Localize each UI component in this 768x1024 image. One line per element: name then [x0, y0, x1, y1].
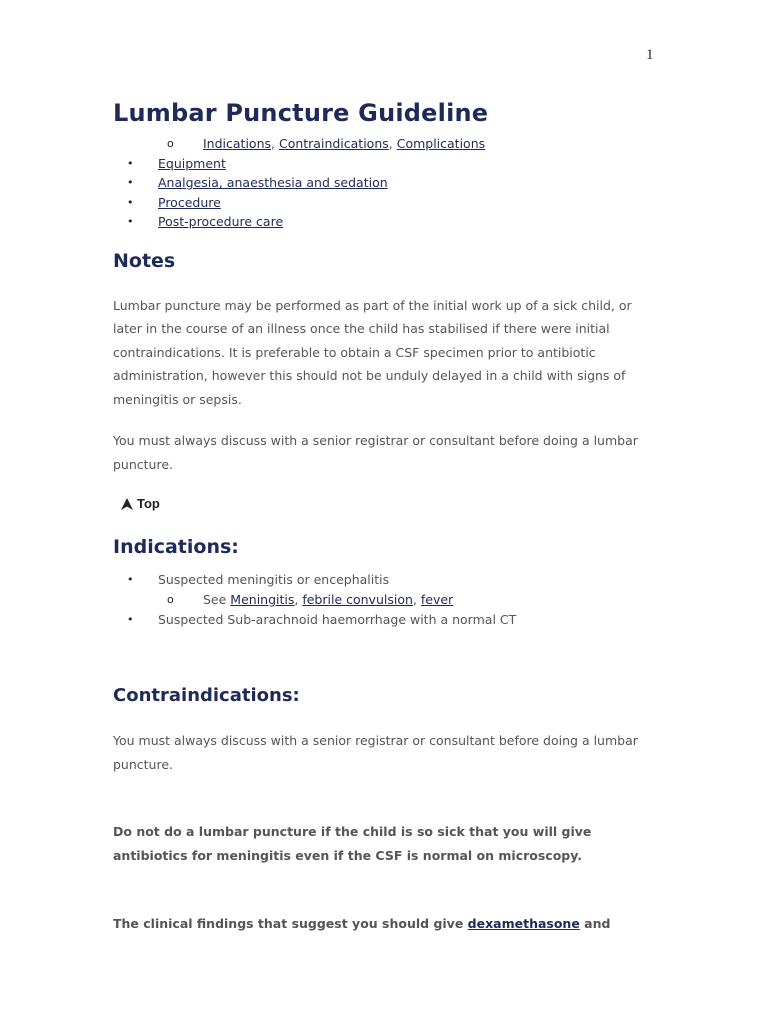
toc-sub-bullet: o [167, 137, 174, 150]
contraindications-paragraph-3 [113, 912, 653, 936]
top-link[interactable] [119, 496, 653, 511]
toc-row [113, 154, 653, 174]
notes-paragraph-1: Lumbar puncture may be performed as part of the initial work up of a sick child, or later in the course of an illness once the child has stabilised if there were initial contraindications. It is preferable to obtain a CSF specimen prior to antibiotic administration, however this should not be unduly delayed in a child with signs of meningitis or sepsis. [113, 297, 632, 407]
toc-separator: , [388, 136, 397, 151]
indications-list [113, 570, 653, 630]
toc-link-post-procedure-care[interactable]: Post-procedure care [158, 214, 284, 229]
toc-row [113, 212, 653, 232]
contraindications-warning: Do not do a lumbar puncture if the child is so sick that you will give antibiotics for meningitis even if the CSF is normal on microscopy. [113, 824, 592, 863]
arrow-up-icon [119, 497, 135, 511]
toc-sub-row [113, 134, 653, 154]
toc-row [113, 173, 653, 193]
link-fever[interactable]: fever [420, 592, 454, 607]
toc-link-procedure[interactable]: Procedure [158, 194, 221, 210]
toc-row [113, 193, 653, 213]
page-number: 1 [646, 47, 654, 63]
toc-bullet: • [127, 176, 134, 189]
list-item [113, 570, 653, 590]
list-item [113, 590, 653, 610]
list-sub-bullet: o [167, 593, 174, 606]
indications-heading: Indications: [113, 536, 239, 558]
toc-separator: , [271, 136, 279, 151]
toc-link-equipment[interactable]: Equipment [158, 155, 226, 171]
toc-link-indications[interactable]: Indications [203, 136, 272, 151]
toc-link-analgesia[interactable]: Analgesia, anaesthesia and sedation [158, 175, 388, 190]
toc-bullet: • [127, 215, 134, 228]
page-title: Lumbar Puncture Guideline [113, 99, 489, 127]
link-dexamethasone[interactable]: dexamethasone [467, 916, 580, 931]
toc-bullet: • [127, 156, 134, 170]
list-bullet: • [127, 613, 134, 626]
para3-suffix: and [579, 916, 611, 931]
contraindications-heading: Contraindications: [113, 685, 300, 706]
list-item [113, 610, 653, 630]
indication-sah: Suspected Sub-arachnoid haemorrhage with a normal CT [158, 612, 517, 627]
notes-heading: Notes [113, 249, 176, 272]
contraindications-paragraph-1: You must always discuss with a senior registrar or consultant before doing a lumbar puncture. [113, 733, 638, 772]
link-febrile-convulsion[interactable]: febrile convulsion [302, 592, 413, 607]
toc-link-contraindications[interactable]: Contraindications [278, 136, 389, 151]
para3-prefix: The clinical findings that suggest you should give [113, 916, 468, 931]
document-body [113, 96, 653, 936]
list-bullet: • [127, 573, 134, 586]
indication-meningitis: Suspected meningitis or encephalitis [158, 572, 390, 587]
link-separator: , [294, 592, 303, 607]
link-meningitis[interactable]: Meningitis [230, 592, 295, 607]
top-link-label: Top [137, 496, 160, 511]
see-prefix: See [203, 592, 231, 607]
link-separator: , [412, 592, 421, 607]
toc-bullet: • [127, 195, 134, 209]
table-of-contents [113, 134, 653, 232]
notes-paragraph-2: You must always discuss with a senior registrar or consultant before doing a lumbar puncture. [113, 433, 638, 472]
toc-link-complications[interactable]: Complications [396, 136, 486, 151]
